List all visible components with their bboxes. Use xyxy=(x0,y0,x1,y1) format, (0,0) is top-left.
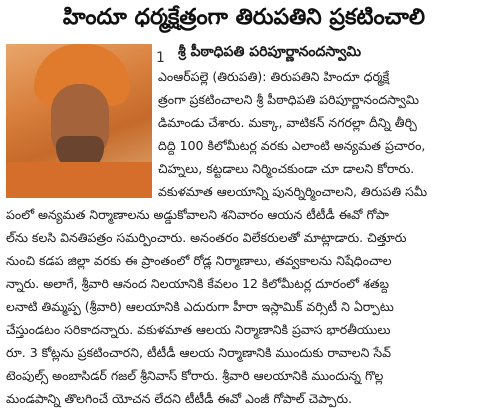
portrait-photo xyxy=(6,44,152,198)
body-line: లనాటి తిమ్మప్ప (శ్రీవారి) ఆలయానికి ఎదురుగా హీరా ఇస్లామిక్ వర్సిటీ ని ఏర్పాటు xyxy=(6,299,394,314)
body-line: పంలో అన్యమత నిర్మాణాలను అడ్డుకోవాలని శనివారం ఆయన టీటీడీ ఈవో గోపా xyxy=(6,207,389,222)
body-line: టెంపుల్స్ అంబాసిడర్ గజల్ శ్రీనివాస్ కోరారు. శ్రీవారి ఆలయానికి ముందున్న గొల్ల xyxy=(6,368,384,383)
body-line: న్నారు. అలాగే, శ్రీవారి ఆనంద నిలయానికి కేవలం 12 కిలోమీటర్ల దూరంలో శతబ్ద xyxy=(6,276,389,291)
body-line: నుంచి కడప జిల్లా వరకు ఈ ప్రాంతంలో రోడ్ల నిర్మాణాలు, తవ్వకాలను నిషేధించాల xyxy=(6,253,392,268)
byline: శ్రీ పీఠాధిపతి పరిపూర్ణానందస్వామి xyxy=(178,44,362,60)
body-line: ఎంఆర్‌పల్లె (తిరుపతి): తిరుపతిని హిందూ ధర్మక్షే xyxy=(158,69,390,84)
body-line: త్రంగా ప్రకటించాలని శ్రీ పీఠాధిపతి పరిపూర్ణానందస్వామి xyxy=(158,92,420,107)
headline: హిందూ ధర్మక్షేత్రంగా తిరుపతిని ప్రకటించాలి xyxy=(62,5,426,30)
body-line: డిమాండు చేశారు. మక్కా, వాటికన్ నగరల్లా దీన్ని తీర్చి xyxy=(158,115,417,130)
body-line: ల్‌ను కలసి వినతిపత్రం సమర్పించారు. అనంతరం విలేకరులతో మాట్లాడారు. చిత్తూరు xyxy=(6,230,407,245)
body-line: రూ. 3 కోట్లను ప్రకటించారని, టీటీడీ ఆలయ నిర్మాణానికి ముందుకు రావాలని సేవ్ xyxy=(6,345,392,360)
body-line: చిహ్నలు, కట్టడాలు నిర్మించకుండా చూ డాలని కోరారు. xyxy=(158,161,415,176)
body-line: దిద్ది 100 కిలోమీటర్ల వరకు ఎలాంటి అన్యమత ప్రచారం, xyxy=(158,138,426,153)
photo-robe xyxy=(6,162,152,198)
body-line: వకుళమాత ఆలయాన్ని పునర్నిర్మించాలని, తిరుపతి సమీ xyxy=(158,184,428,199)
body-line: చేస్తుండటం సరికాదన్నారు. వకుళమాత ఆలయ నిర్మాణానికి ప్రవాస భారతీయులు xyxy=(6,322,391,337)
body-line: మండపాన్ని తొలగించే యోచన లేదని టీటీడీ ఈవో ఎంజీ గోపాల్ చెప్పారు. xyxy=(6,391,353,406)
article-number: 1 xyxy=(156,50,165,66)
